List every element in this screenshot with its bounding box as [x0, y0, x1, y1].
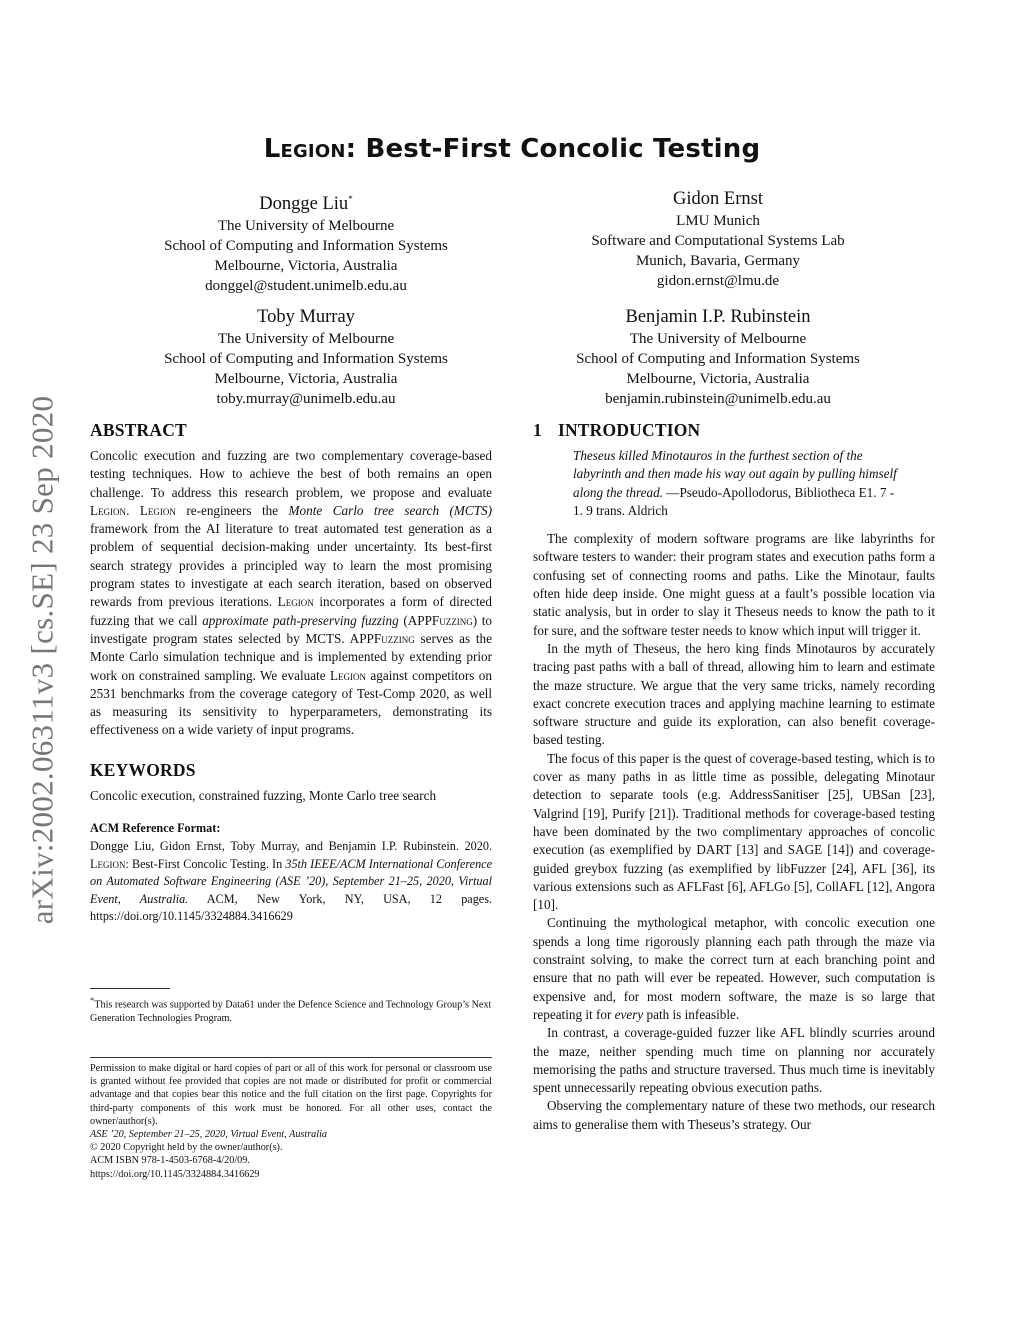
author-email: gidon.ernst@lmu.de [656, 273, 780, 289]
author-department: School of Computing and Information Systems [576, 351, 860, 367]
abstract-text: Concolic execution and fuzzing are two complementary coverage-based testing techniques. How to achieve the best of both remains an open challenge. To address this research problem, we propose and evaluate Legion. Legion re-engineers the Monte Carlo tree search (MCTS) framework from the AI literature to treat automated test generation as a problem of sequential decision-making under uncertainty. Its best-first search strategy provides a principled way to learn the most promising program states to investigate at each search iteration, based on observed rewards from previous iterations. Legion incorporates a form of directed fuzzing that we call approximate path-preserving fuzzing (APPFuzzing) to investigate program states selected by MCTS. APPFuzzing serves as the Monte Carlo simulation technique and is implemented by extending prior work on constrained sampling. We evaluate Legion against competitors on 2531 benchmarks from the coverage category of Test-Comp 2020, as well as measuring its sensitivity to hyperparameters, demonstrating its effectiveness on a wide variety of input programs. [90, 448, 493, 738]
epigraph: Theseus killed Minotauros in the furthest section of the labyrinth and then made his way out again by pulling himself along the thread. —Pseudo-Apollodorus, Bibliotheca E1. 7 - 1. 9 trans. Aldrich [573, 448, 897, 518]
right-column [533, 420, 935, 1134]
author-department: School of Computing and Information Systems [164, 351, 448, 367]
author-affiliation: LMU Munich [676, 213, 760, 229]
paper-title [0, 134, 1024, 164]
doi-line: https://doi.org/10.1145/3324884.3416629 [90, 1168, 260, 1180]
intro-heading: 1 INTRODUCTION [533, 420, 701, 440]
author-location: Munich, Bavaria, Germany [635, 253, 801, 269]
author-location: Melbourne, Victoria, Australia [214, 258, 398, 275]
title-rest: : Best-First Concolic Testing [345, 134, 761, 164]
author-affiliation: The University of Melbourne [217, 218, 395, 235]
author-block-3 [96, 305, 516, 409]
author-department: School of Computing and Information Systems [164, 238, 448, 255]
intro-paragraph-4: Continuing the mythological metaphor, with concolic execution one spends a long time rigorously planning each path through the maze via constraint solving, to make the correct turn at each branching point and ensure that no path will ever be repeated. However, such computation is expensive and, for most modern software, the maze is so large that repeating it for every path is infeasible. [533, 915, 935, 1022]
author-email: toby.murray@unimelb.edu.au [216, 391, 396, 407]
keywords-text: Concolic execution, constrained fuzzing, Monte Carlo tree search [90, 787, 437, 803]
author-affiliation: The University of Melbourne [629, 331, 807, 347]
author-affiliation: The University of Melbourne [217, 331, 395, 347]
acm-reference-heading: ACM Reference Format: [90, 821, 221, 836]
keywords-heading: KEYWORDS [90, 759, 196, 780]
intro-paragraph-2: In the myth of Theseus, the hero king finds Minotauros by accurately tracing past paths with a ball of thread, allowing him to learn and estimate the maze structure. We argue that the very same tricks, namely recording exact concrete execution traces and applying machine learning to estimate software structure and guide its exploration, can also benefit coverage-based testing. [533, 640, 935, 748]
author-footnote-mark: * [348, 194, 353, 204]
permission-venue: ASE ’20, September 21–25, 2020, Virtual Event, Australia [90, 1129, 328, 1141]
author-location: Melbourne, Victoria, Australia [214, 371, 398, 387]
author-block-1 [96, 187, 516, 296]
author-name: Dongge Liu* [259, 194, 353, 215]
permission-rule [90, 1057, 492, 1058]
left-column [90, 420, 492, 926]
intro-paragraph-6: Observing the complementary nature of these two methods, our research aims to generalise them with Theseus’s strategy. Our [533, 1098, 935, 1132]
author-email: benjamin.rubinstein@unimelb.edu.au [605, 391, 831, 407]
author-name: Toby Murray [257, 307, 355, 327]
arxiv-id: arXiv:2002.06311v3 [cs.SE] 23 Sep 2020 [24, 395, 59, 925]
author-name: Gidon Ernst [673, 189, 763, 209]
author-department: Software and Computational Systems Lab [591, 233, 845, 249]
permission-block [90, 1062, 492, 1181]
author-name: Benjamin I.P. Rubinstein [625, 307, 811, 327]
isbn-line: ACM ISBN 978-1-4503-6768-4/20/09. [90, 1155, 250, 1167]
intro-paragraph-3: The focus of this paper is the quest of coverage-based testing, which is to cover as many paths in as little time as possible, delegating Minotaur detection to separate tools (e.g. AddressSanitiser [25], UBSan [23], Valgrind [19], Purify [21]). Traditional methods for coverage-based testing have been dominated by the two complimentary approaches of concolic execution (as exemplified by DART [13] and SAGE [14]) and coverage-guided greybox fuzzing (as exemplified by libFuzzer [24], AFL [36], its various extensions such as AFLFast [6], AFLGo [5], CollAFL [12], Angora [10]. [533, 750, 935, 913]
author-block-2 [508, 187, 928, 291]
author-block-4 [508, 305, 928, 409]
footnote-text: *This research was supported by Data61 under the Defence Science and Technology Group’s Next Generation Technologies Program. [90, 995, 492, 1024]
permission-text: Permission to make digital or hard copies of part or all of this work for personal or classroom use is granted without fee provided that copies are not made or distributed for profit or commercial advantage and that copies bear this notice and the full citation on the first page. Copyrights for third-party components of this work must be honored. For all other uses, contact the owner/author(s). [90, 1063, 492, 1127]
acm-reference-text: Dongge Liu, Gidon Ernst, Toby Murray, and Benjamin I.P. Rubinstein. 2020. Legion: Best-First Concolic Testing. In 35th IEEE/ACM International Conference on Automated Software Engineering (ASE ’20), September 21–25, 2020, Virtual Event, Australia. ACM, New York, NY, USA, 12 pages. https://doi.org/10.1145/3324884.3416629 [90, 839, 492, 924]
title-system-name: Legion [263, 134, 346, 164]
intro-paragraph-5: In contrast, a coverage-guided fuzzer like AFL blindly scurries around the maze, neither spending much time on planning nor accurately memorising the paths and structure traversed. Thus much time is inevitably spent unnecessarily repeating obvious execution paths. [533, 1025, 935, 1096]
abstract-heading: ABSTRACT [90, 420, 187, 440]
author-location: Melbourne, Victoria, Australia [626, 371, 810, 387]
copyright-line: © 2020 Copyright held by the owner/author(s). [90, 1142, 283, 1154]
intro-paragraph-1: The complexity of modern software programs are like labyrinths for software testers to wander: their program states and execution paths form a confusing set of connecting rooms and paths. Like the Minotaur, faults often hide deep inside. One might guess at a fault’s possible location via static analysis, but in order to slay it Theseus needs to know the path to it for sure, and the software tester needs to know which input will trigger it. [533, 531, 935, 638]
author-email: donggel@student.unimelb.edu.au [205, 278, 407, 295]
arxiv-stamp [22, 360, 62, 960]
footnote-rule [90, 988, 170, 989]
